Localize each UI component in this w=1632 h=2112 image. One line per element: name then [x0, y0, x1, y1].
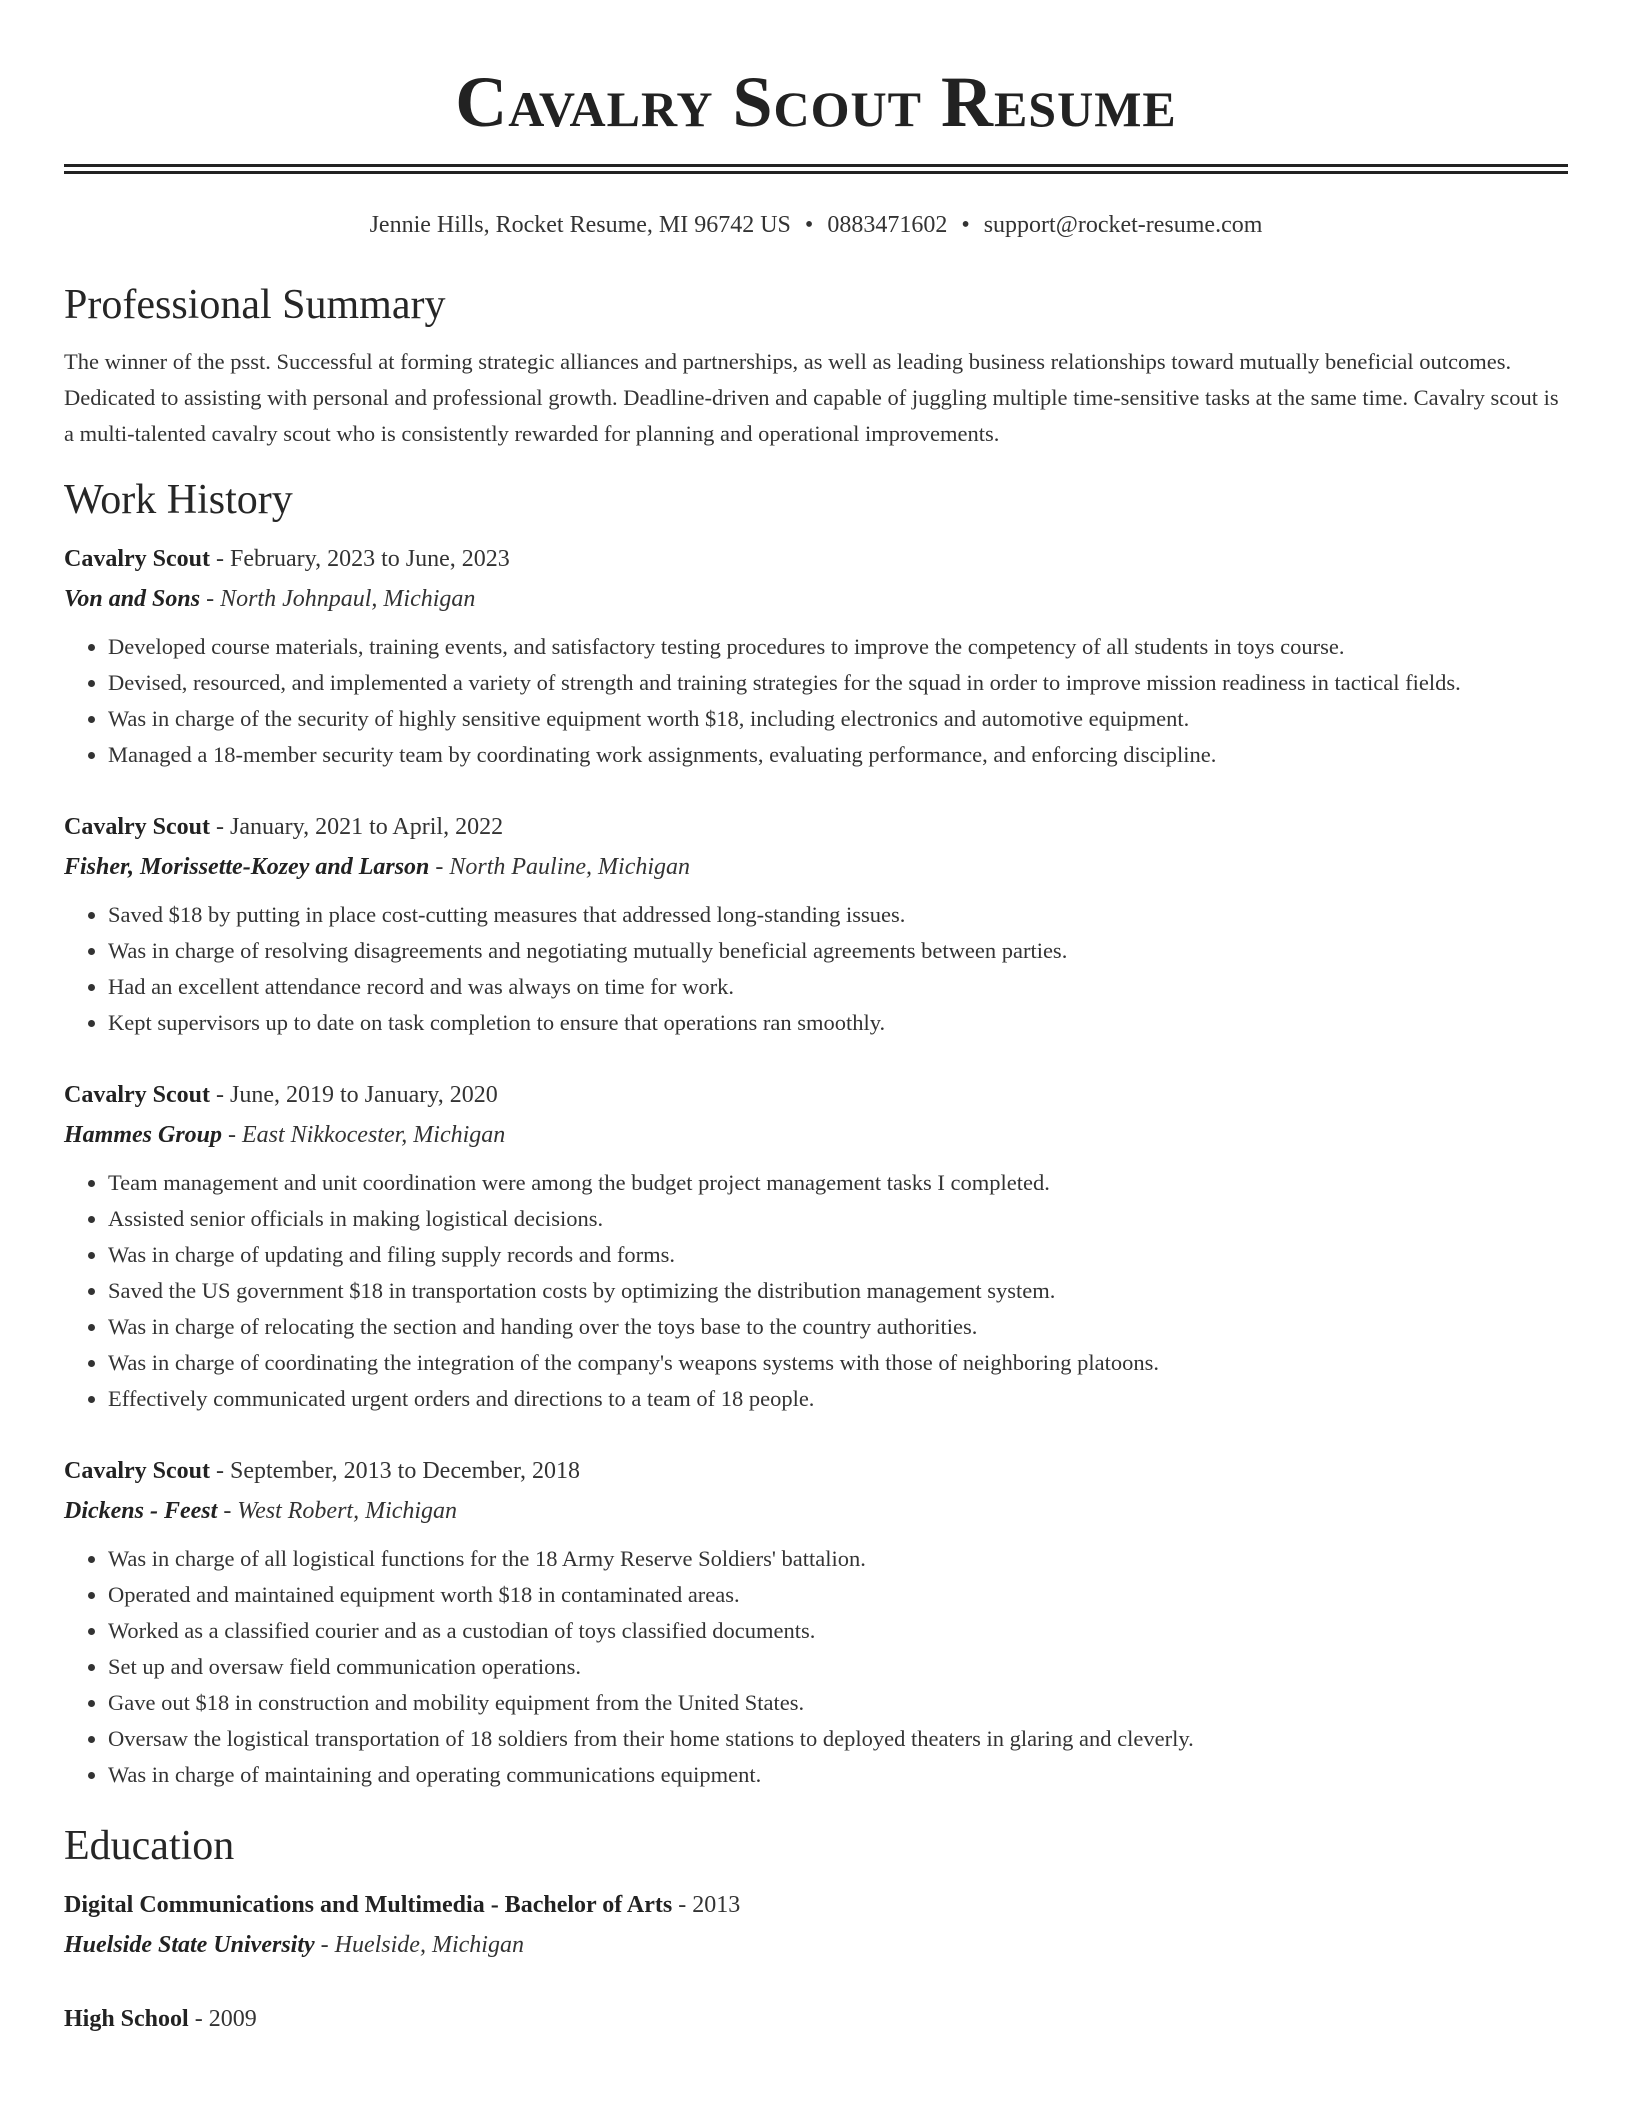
- job-entry: [64, 1075, 1568, 1417]
- job-bullet: • Worked as a classified courier and as a custodian of toys classified documents.: [108, 1613, 1568, 1649]
- job-role-line: [64, 807, 1568, 847]
- education-heading: Education: [64, 1822, 235, 1869]
- education-school: Huelside State University: [64, 1931, 315, 1958]
- job-company: Fisher, Morissette-Kozey and Larson: [64, 853, 430, 880]
- work-history-list: [64, 539, 1568, 1793]
- education-degree: High School: [64, 2005, 189, 2032]
- job-location: - North Pauline, Michigan: [429, 853, 691, 880]
- job-role-line: [64, 539, 1568, 579]
- job-bullet: • Team management and unit coordination were among the budget project management tasks I completed.: [108, 1165, 1568, 1201]
- education-entry: [64, 1999, 1568, 2039]
- job-bullet: • Was in charge of coordinating the integration of the company's weapons systems with those of neighboring platoons.: [108, 1345, 1568, 1381]
- job-bullet: • Saved the US government $18 in transportation costs by optimizing the distribution management system.: [108, 1273, 1568, 1309]
- job-location: - West Robert, Michigan: [217, 1497, 458, 1524]
- summary-text: The winner of the psst. Successful at forming strategic alliances and partnerships, as well as leading business relationships toward mutually beneficial outcomes. Dedicated to assisting with personal and professional growth. Deadline-driven and capable of juggling multiple time-sensitive tasks at the same time. Cavalry scout is a multi-talented cavalry scout who is consistently rewarded for planning and operational improvements.: [64, 349, 1559, 446]
- education-year: - 2013: [672, 1891, 741, 1918]
- job-bullet: • Was in charge of updating and filing supply records and forms.: [108, 1237, 1568, 1273]
- job-bullet: • Operated and maintained equipment worth $18 in contaminated areas.: [108, 1577, 1568, 1613]
- job-bullet: • Was in charge of resolving disagreements and negotiating mutually beneficial agreements between parties.: [108, 933, 1568, 969]
- job-dates: - February, 2023 to June, 2023: [210, 545, 510, 572]
- job-bullet: • Was in charge of all logistical functions for the 18 Army Reserve Soldiers' battalion.: [108, 1541, 1568, 1577]
- job-bullet: • Was in charge of the security of highly sensitive equipment worth $18, including electronics and automotive equipment.: [108, 701, 1568, 737]
- job-entry: [64, 1451, 1568, 1793]
- education-degree-line: [64, 1885, 1568, 1925]
- job-bullet: • Devised, resourced, and implemented a variety of strength and training strategies for the squad in order to improve mission readiness in tactical fields.: [108, 665, 1568, 701]
- contact-line: [64, 210, 1568, 240]
- job-company-line: [64, 847, 1568, 887]
- education-entry: [64, 1885, 1568, 1965]
- education-degree: Digital Communications and Multimedia - Bachelor of Arts: [64, 1891, 673, 1918]
- job-company-line: [64, 1115, 1568, 1155]
- job-bullets: [64, 897, 1568, 1041]
- education-list: [64, 1885, 1568, 2039]
- job-bullet: • Kept supervisors up to date on task completion to ensure that operations ran smoothly.: [108, 1005, 1568, 1041]
- education-school-line: [64, 1925, 1568, 1965]
- contact-phone: 0883471602: [827, 212, 948, 238]
- work-history-heading: Work History: [64, 476, 293, 523]
- job-company-line: [64, 579, 1568, 619]
- job-bullet: • Saved $18 by putting in place cost-cutting measures that addressed long-standing issues.: [108, 897, 1568, 933]
- job-bullet: • Oversaw the logistical transportation of 18 soldiers from their home stations to deployed theaters in glaring and cleverly.: [108, 1721, 1568, 1757]
- job-bullet: • Was in charge of maintaining and operating communications equipment.: [108, 1757, 1568, 1793]
- contact-separator: •: [804, 212, 814, 238]
- job-entry: [64, 807, 1568, 1041]
- job-bullet: • Effectively communicated urgent orders and directions to a team of 18 people.: [108, 1381, 1568, 1417]
- job-bullets: [64, 629, 1568, 773]
- job-title: Cavalry Scout: [64, 545, 210, 572]
- job-bullet: • Had an excellent attendance record and was always on time for work.: [108, 969, 1568, 1005]
- job-location: - North Johnpaul, Michigan: [200, 585, 476, 612]
- job-title: Cavalry Scout: [64, 813, 210, 840]
- job-company: Dickens - Feest: [64, 1497, 218, 1524]
- job-bullet: • Gave out $18 in construction and mobility equipment from the United States.: [108, 1685, 1568, 1721]
- contact-separator: •: [961, 212, 970, 238]
- summary-heading: Professional Summary: [64, 282, 446, 328]
- education-degree-line: [64, 1999, 1568, 2039]
- job-company-line: [64, 1491, 1568, 1531]
- contact-email: support@rocket-resume.com: [983, 212, 1263, 238]
- job-company: Von and Sons: [64, 585, 201, 612]
- job-role-line: [64, 1451, 1568, 1491]
- job-bullet: • Assisted senior officials in making logistical decisions.: [108, 1201, 1568, 1237]
- job-role-line: [64, 1075, 1568, 1115]
- job-dates: - June, 2019 to January, 2020: [210, 1081, 498, 1108]
- job-entry: [64, 539, 1568, 773]
- education-location: - Huelside, Michigan: [314, 1931, 524, 1958]
- job-bullet: • Set up and oversaw field communication operations.: [108, 1649, 1568, 1685]
- job-bullet: • Managed a 18-member security team by coordinating work assignments, evaluating performance, and enforcing discipline.: [108, 737, 1568, 773]
- job-dates: - September, 2013 to December, 2018: [210, 1457, 580, 1484]
- education-year: - 2009: [188, 2005, 257, 2032]
- job-bullet: • Developed course materials, training events, and satisfactory testing procedures to improve the competency of all students in toys course.: [108, 629, 1568, 665]
- resume-title: Cavalry Scout Resume: [455, 62, 1177, 142]
- title-divider: [64, 164, 1568, 174]
- job-company: Hammes Group: [64, 1121, 223, 1148]
- job-title: Cavalry Scout: [64, 1081, 210, 1108]
- contact-address: Jennie Hills, Rocket Resume, MI 96742 US: [369, 212, 791, 238]
- job-dates: - January, 2021 to April, 2022: [210, 813, 504, 840]
- job-bullets: [64, 1541, 1568, 1793]
- job-location: - East Nikkocester, Michigan: [222, 1121, 506, 1148]
- job-bullets: [64, 1165, 1568, 1417]
- job-title: Cavalry Scout: [64, 1457, 210, 1484]
- job-bullet: • Was in charge of relocating the section and handing over the toys base to the country authorities.: [108, 1309, 1568, 1345]
